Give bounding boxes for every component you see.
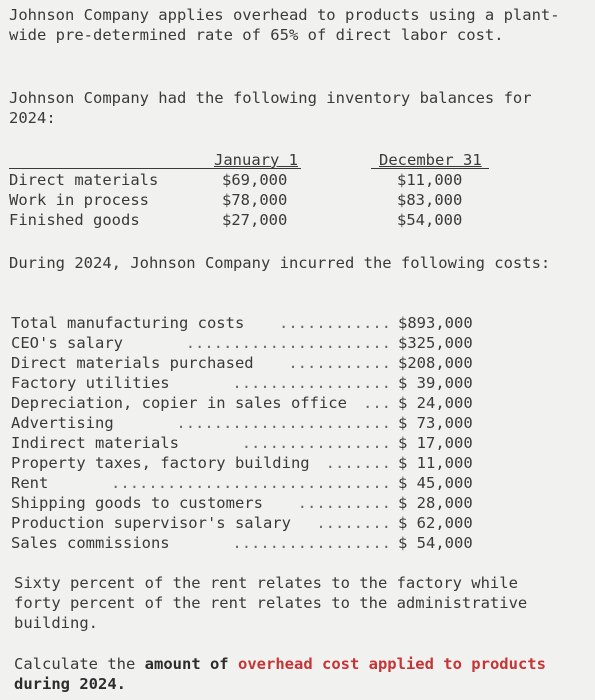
cost-amount: $ 11,000: [398, 454, 473, 472]
cost-amount: $ 39,000: [398, 374, 473, 392]
jan-value: $69,000: [222, 171, 288, 189]
list-item: [11, 533, 491, 553]
cost-label: Property taxes, factory building: [11, 454, 310, 472]
cost-label: Direct materials purchased: [11, 354, 254, 372]
cost-label: CEO's salary: [11, 334, 123, 352]
header-rule-right: [371, 168, 489, 169]
inventory-intro: Johnson Company had the following inventory balances for 2024:: [9, 89, 541, 127]
cost-label: Depreciation, copier in sales office: [11, 394, 347, 412]
cost-label: Shipping goods to customers: [11, 494, 263, 512]
list-item: [11, 313, 491, 333]
table-row: [9, 210, 489, 230]
dec-value: $83,000: [397, 191, 463, 209]
cost-amount: $ 62,000: [398, 514, 473, 532]
intro-paragraph: Johnson Company applies overhead to products using a plant-wide pre-determined rate of 65% of direct labor cost.: [9, 6, 560, 44]
cost-label: Rent: [11, 474, 49, 492]
list-item: [11, 513, 491, 533]
list-item: [11, 493, 491, 513]
table-row: [9, 190, 489, 210]
cost-amount: $ 54,000: [398, 534, 473, 552]
dot-leader: .......: [325, 454, 391, 472]
cost-amount: $325,000: [398, 334, 473, 352]
dot-leader: .......................: [176, 414, 391, 432]
dot-leader: ...........: [288, 354, 391, 372]
dot-leader: ........: [316, 514, 391, 532]
list-item: [11, 453, 491, 473]
costs-list: [11, 313, 491, 553]
dot-leader: ............: [279, 314, 391, 332]
inventory-table: [9, 150, 589, 232]
cost-amount: $ 45,000: [398, 474, 473, 492]
header-rule-left: [9, 168, 301, 169]
list-item: [11, 393, 491, 413]
dot-leader: .................: [232, 534, 391, 552]
cost-label: Sales commissions: [11, 534, 170, 552]
cost-label: Factory utilities: [11, 374, 170, 392]
jan-value: $27,000: [222, 211, 288, 229]
list-item: [11, 433, 491, 453]
question-text: [14, 654, 574, 694]
row-label: Direct materials: [9, 171, 159, 189]
list-item: [11, 413, 491, 433]
list-item: [11, 373, 491, 393]
cost-amount: $893,000: [398, 314, 473, 332]
col-header-december: December 31: [379, 151, 482, 169]
question-highlight: overhead cost applied to products: [238, 655, 546, 673]
list-item: [11, 353, 491, 373]
cost-label: Production supervisor's salary: [11, 514, 291, 532]
cost-amount: $ 24,000: [398, 394, 473, 412]
costs-intro: During 2024, Johnson Company incurred the following costs:: [9, 254, 551, 272]
list-item: [11, 473, 491, 493]
jan-value: $78,000: [222, 191, 288, 209]
row-label: Work in process: [9, 191, 149, 209]
rent-note: Sixty percent of the rent relates to the factory while forty percent of the rent relates to the administrative building.: [14, 574, 537, 632]
list-item: [11, 333, 491, 353]
table-row: [9, 170, 489, 190]
dot-leader: ..........: [297, 494, 391, 512]
dot-leader: ................: [241, 434, 391, 452]
cost-label: Advertising: [11, 414, 114, 432]
dec-value: $54,000: [397, 211, 463, 229]
col-header-january: January 1: [214, 151, 298, 169]
dot-leader: .................: [232, 374, 391, 392]
cost-amount: $ 17,000: [398, 434, 473, 452]
question-bold: amount of: [144, 655, 229, 673]
cost-label: Total manufacturing costs: [11, 314, 245, 332]
row-label: Finished goods: [9, 211, 140, 229]
dec-value: $11,000: [397, 171, 463, 189]
dot-leader: ......................: [185, 334, 391, 352]
cost-amount: $ 28,000: [398, 494, 473, 512]
dot-leader: ...: [363, 394, 391, 412]
cost-label: Indirect materials: [11, 434, 179, 452]
question-suffix: during 2024.: [14, 675, 126, 693]
question-prefix: Calculate the: [14, 655, 145, 673]
cost-amount: $208,000: [398, 354, 473, 372]
cost-amount: $ 73,000: [398, 414, 473, 432]
dot-leader: ..............................: [111, 474, 391, 492]
